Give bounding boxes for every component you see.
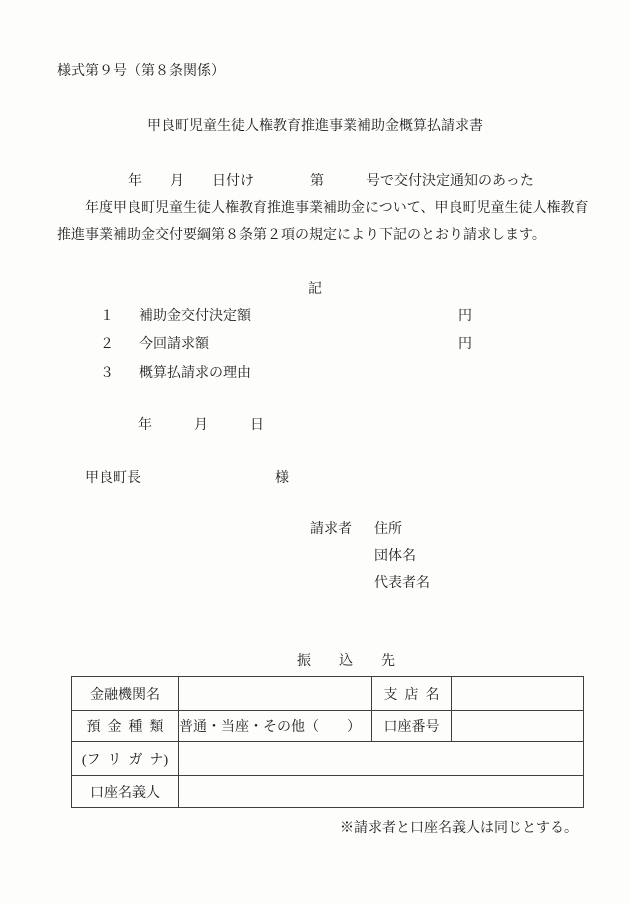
table-row-bank [72, 677, 584, 711]
item-3-number: ３ [100, 366, 114, 381]
item-row-1 [100, 307, 530, 327]
bank-name-label: 金融機関名 [72, 677, 179, 711]
addressee: 甲良町長 [85, 471, 141, 486]
applicant-field-representative: 代表者名 [374, 576, 430, 591]
item-row-2 [100, 335, 530, 355]
branch-name-value-cell [452, 677, 584, 711]
item-2-unit: 円 [458, 337, 472, 352]
item-row-3 [100, 364, 530, 384]
document-title: 甲良町児童生徒人権教育推進事業補助金概算払請求書 [147, 119, 483, 134]
table-row-account-holder [72, 776, 584, 808]
applicant-field-address: 住所 [374, 522, 402, 537]
furigana-label: (フ リ ガ ナ) [72, 742, 179, 776]
account-holder-value-cell [179, 776, 584, 808]
account-holder-label: 口座名義人 [72, 776, 179, 808]
item-1-label: 補助金交付決定額 [139, 309, 251, 324]
table-row-deposit [72, 711, 584, 742]
item-1-number: １ [100, 309, 114, 324]
item-2-number: ２ [100, 337, 114, 352]
furigana-value-cell [179, 742, 584, 776]
branch-name-label: 支 店 名 [372, 677, 452, 711]
honorific: 様 [275, 471, 289, 486]
transfer-heading: 振 込 先 [297, 654, 395, 669]
intro-line-3: 推進事業補助金交付要綱第８条第２項の規定により下記のとおり請求します。 [57, 228, 546, 243]
item-3-label: 概算払請求の理由 [139, 366, 251, 381]
bank-name-value-cell [179, 677, 372, 711]
table-row-furigana [72, 742, 584, 776]
form-number: 様式第９号（第８条関係） [57, 64, 225, 79]
intro-line-1: 年 月 日付け 第 号で交付決定通知のあった [128, 174, 534, 189]
deposit-type-label: 預 金 種 類 [72, 711, 179, 742]
date-line: 年 月 日 [138, 418, 264, 433]
item-1-unit: 円 [458, 309, 472, 324]
applicant-label: 請求者 [310, 522, 352, 537]
transfer-table [71, 676, 584, 808]
account-number-label: 口座番号 [372, 711, 452, 742]
account-number-value-cell [452, 711, 584, 742]
item-2-label: 今回請求額 [139, 337, 209, 352]
record-heading: 記 [308, 282, 322, 297]
footnote: ※請求者と口座名義人は同じとする。 [340, 821, 578, 836]
applicant-field-organization: 団体名 [374, 549, 416, 564]
intro-line-2: 年度甲良町児童生徒人権教育推進事業補助金について、甲良町児童生徒人権教育 [57, 201, 589, 216]
deposit-type-options: 普通・当座・その他（ ） [179, 711, 372, 742]
